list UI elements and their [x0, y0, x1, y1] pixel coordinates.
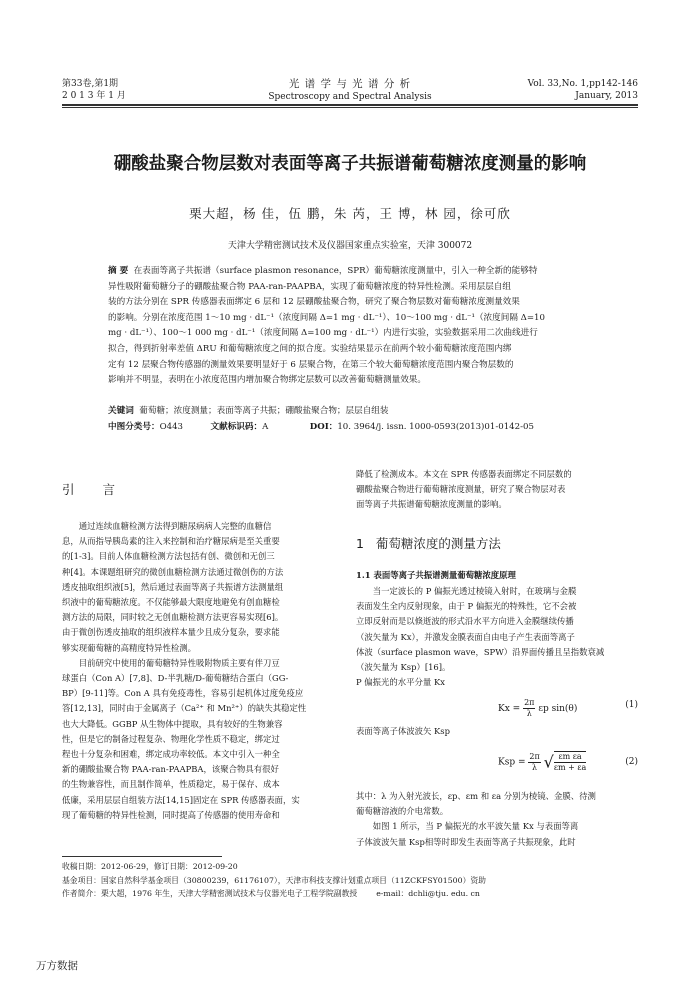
doc-code-value: A — [262, 422, 269, 432]
eq2-numerator: 2π — [529, 751, 540, 761]
eq1-rhs: εp sin(θ) — [538, 704, 578, 714]
header-rule — [62, 104, 638, 106]
paper-title: 硼酸盐聚合物层数对表面等离子共振谱葡萄糖浓度测量的影响 — [113, 154, 587, 174]
affiliation: 天津大学精密测试技术及仪器国家重点实验室，天津 300072 — [227, 241, 473, 251]
intro-line: 的[1-3]。目前人体血糖检测方法包括有创、微创和无创三 — [62, 551, 275, 562]
eq2-number: (2) — [625, 757, 638, 767]
section1-line: 立即反射而是以倏逝波的形式沿水平方向进入金膜继续传播 — [356, 616, 574, 627]
footnotes — [62, 860, 638, 901]
eq2-lhs: Ksp = — [498, 757, 526, 768]
right-line: 硼酸盐聚合物进行葡萄糖浓度测量，研究了聚合物层对表 — [356, 484, 566, 495]
section1-after-line: 子体波波矢量 Ksp相等时即发生表面等离子共振现象，此时 — [356, 836, 576, 847]
author-list: 栗大超，杨 佳，伍 鹏，朱 芮，王 博，林 园，徐可欣 — [189, 206, 511, 221]
abstract-label: 摘 要 — [108, 266, 129, 276]
keywords-text: 葡萄糖；浓度测量；表面等离子共振；硼酸盐聚合物；层层自组装 — [139, 406, 389, 416]
abstract-line: 的影响。分别在浓度范围 1～10 mg · dL⁻¹（浓度间隔 Δ=1 mg · dL⁻¹）、10～100 mg · dL⁻¹（浓度间隔 Δ=10 — [108, 312, 545, 323]
section1-line: （波矢量为 Kx），并激发金膜表面自由电子产生表面等离子 — [356, 631, 575, 642]
intro-line: 的生物兼容性，而且制作简单，性质稳定，易于保存、成本 — [62, 779, 280, 790]
keywords — [108, 404, 389, 420]
intro-line: 程也十分复杂和困难，绑定成功率较低。本文中引入一种全 — [62, 749, 280, 760]
intro-line: 目前研究中使用的葡萄糖特异性吸附物质主要有伴刀豆 — [78, 657, 280, 668]
intro-line: 透皮抽取组织液[5]，然后通过表面等离子共振谱方法测量组 — [62, 581, 284, 592]
section1-line: （波矢量为 Ksp）[16]。 — [356, 662, 451, 673]
header-volume-pages: Vol. 33,No. 1,pp142-146 — [527, 79, 638, 89]
eq1-denominator: λ — [526, 709, 532, 718]
footnote-author-bio: 作者简介：栗大超，1976 年生，天津大学精密测试技术与仪器光电子工程学院副教授 — [62, 889, 358, 898]
right-line: 降低了检测成本。本文在 SPR 传感器表面绑定不同层数的 — [356, 469, 572, 479]
intro-line: 息，从而指导胰岛素的注入来控制和治疗糖尿病是至关重要 — [62, 536, 280, 547]
eq1-number: (1) — [625, 700, 638, 710]
eq1-numerator: 2π — [524, 698, 535, 707]
header-date-en: January, 2013 — [575, 91, 638, 101]
intro-line: 通过连续血糖检测方法得到糖尿病病人完整的血糖信 — [78, 521, 272, 531]
equation-1 — [356, 692, 638, 716]
eq1-lhs: Kx = — [498, 704, 521, 714]
intro-heading: 引 言 — [62, 482, 127, 497]
abstract-line: 定有 12 层聚合物传感器的测量效果要明显好于 6 层聚合物，在第三个较大葡萄糖浓度范围内聚合物层数的 — [108, 359, 514, 370]
section1-after-body — [356, 789, 638, 850]
doi-value: 10. 3964/j. issn. 1000-0593(2013)01-0142-05 — [337, 422, 534, 432]
header-journal-en: Spectroscopy and Spectral Analysis — [268, 92, 432, 102]
doc-code-label: 文献标识码： — [210, 422, 263, 432]
abstract-line: 异性吸附葡萄糖分子的硼酸盐聚合物 PAA-ran-PAAPBA，实现了葡萄糖浓度的特异性检测。采用层层自组 — [108, 281, 511, 292]
abstract-line: 在表面等离子共振谱（surface plasmon resonance，SPR）葡萄糖浓度测量中，引入一种全新的能够特 — [133, 266, 538, 276]
keywords-label: 关键词 — [108, 406, 134, 416]
intro-line: 够实现葡萄糖的高精度特异性检测。 — [62, 642, 196, 653]
eq2-intro: 表面等离子体波波矢 Ksp — [356, 726, 450, 736]
section1-after-line: 其中：λ 为入射光波长，εp、εm 和 εa 分别为棱镜、金膜、待测 — [356, 791, 596, 801]
section1-heading: 1 葡萄糖浓度的测量方法 — [356, 536, 501, 551]
doi-label: DOI： — [309, 422, 338, 432]
right-top-body — [356, 467, 638, 513]
footnote-fund: 基金项目：国家自然科学基金项目（30800239，61176107），天津市科技支撑计划重点项目（11ZCKFSY01500）资助 — [62, 875, 486, 885]
classification — [108, 420, 534, 436]
intro-line: 现了葡萄糖的特异性检测，同时提高了传感器的使用寿命和 — [62, 809, 280, 820]
header-rule-thin — [62, 107, 638, 108]
footnote-email: e-mail：dchli@tju. edu. cn — [376, 889, 480, 898]
intro-line: 种[4]。本课题组研究的微创血糖检测方法通过微创伤的方法 — [62, 566, 284, 577]
footnote-dates: 收稿日期：2012-06-29，修订日期：2012-09-20 — [62, 862, 238, 871]
section1-line: 当一定波长的 P 偏振光透过棱镜入射时，在玻璃与金膜 — [372, 586, 577, 596]
intro-line: 答[12,13]，同时由于金属离子（Ca²⁺ 和 Mn²⁺）的缺失其稳定性 — [62, 703, 307, 714]
right-line: 面等离子共振谱葡萄糖浓度测量的影响。 — [356, 499, 507, 510]
eq2-radicand-numerator: εm εa — [554, 752, 586, 763]
intro-line: 低廉，采用层层自组装方法[14,15]固定在 SPR 传感器表面，实 — [62, 794, 300, 805]
abstract-line: 拟合，得到折射率差值 ΔRU 和葡萄糖浓度之间的拟合度。实验结果显示在前两个较小葡萄糖浓度范围内绑 — [108, 343, 512, 354]
intro-line: 织液中的葡萄糖浓度。不仅能够最大限度地避免有创血糖检 — [62, 597, 280, 608]
abstract-line: 装的方法分别在 SPR 传感器表面绑定 6 层和 12 层硼酸盐聚合物，研究了聚合物层数对葡萄糖浓度测量效果 — [108, 297, 520, 308]
section1-after-line: 如图 1 所示，当 P 偏振光的水平波矢量 Kx 与表面等离 — [372, 821, 579, 832]
clc-value: O443 — [159, 422, 184, 432]
abstract-line: mg · dL⁻¹）、100～1 000 mg · dL⁻¹（浓度间隔 Δ=100 mg · dL⁻¹）内进行实验，实验数据采用二次曲线进行 — [108, 328, 538, 339]
watermark: 万方数据 — [36, 960, 78, 972]
intro-line: BP）[9-11]等。Con A 具有免疫毒性，容易引起机体过度免疫应 — [62, 688, 304, 699]
header-date-cn: 2 0 1 3 年 1 月 — [62, 91, 126, 101]
intro-line: 由于微创伤透皮抽取的组织液样本量少且成分复杂，要求能 — [62, 627, 280, 638]
footnote-rule — [62, 856, 222, 857]
header-journal-cn: 光 谱 学 与 光 谱 分 析 — [288, 78, 412, 90]
intro-line: 球蛋白（Con A）[7,8]、D-半乳糖/D-葡萄糖结合蛋白（GG- — [62, 673, 289, 684]
sqrt-symbol: √ — [543, 752, 554, 772]
section1-line: 体波（surface plasmon wave，SPW）沿界面传播且呈指数衰减 — [356, 646, 605, 657]
intro-line: 新的硼酸盐聚合物 PAA-ran-PAAPBA，该聚合物具有很好 — [62, 764, 279, 775]
intro-line: 性，但是它的制备过程复杂、物理化学性质不稳定，绑定过 — [62, 733, 280, 744]
section1-line: 表面发生全内反射现象，由于 P 偏振光的特殊性，它不会被 — [356, 601, 577, 612]
eq2-radicand-denominator: εm + εa — [553, 763, 587, 772]
clc-label: 中图分类号： — [108, 422, 160, 432]
header-volume-issue: 第33卷,第1期 — [62, 79, 119, 89]
intro-line: 测方法的局限，同时较之无创血糖检测方法更容易实现[6]。 — [62, 612, 284, 623]
intro-line: 也大大降低。GGBP 从生物体中提取，具有较好的生物兼容 — [62, 718, 283, 729]
section1-subheading: 1.1 表面等离子共振谱测量葡萄糖浓度原理 — [356, 570, 516, 580]
eq2-denominator: λ — [532, 762, 538, 772]
section1-after-line: 葡萄糖溶液的介电常数。 — [356, 806, 449, 817]
intro-body — [62, 519, 342, 823]
abstract-line: 影响并不明显，表明在小浓度范围内增加聚合物绑定层数可以改善葡萄糖测量效果。 — [108, 375, 426, 386]
equation-2 — [356, 745, 638, 779]
eq1-intro: P 偏振光的水平分量 Kx — [356, 677, 445, 688]
abstract — [108, 264, 596, 389]
section1-body — [356, 584, 638, 690]
